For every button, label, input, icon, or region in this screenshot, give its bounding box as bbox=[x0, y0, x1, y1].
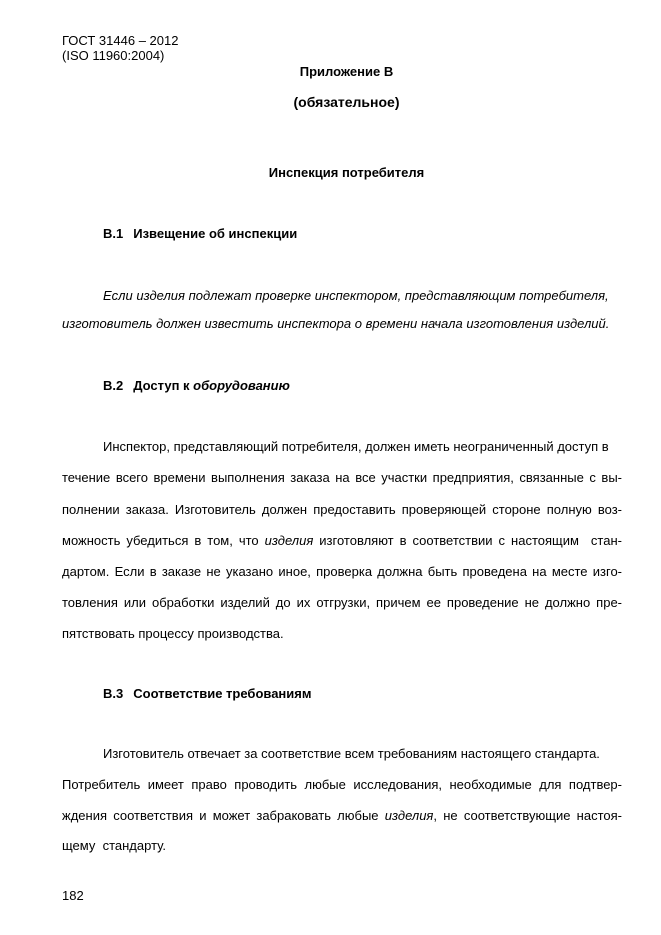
section-b3-line-3 bbox=[62, 808, 622, 823]
section-b2-heading bbox=[103, 378, 290, 393]
section-b2-line-2: течение всего времени выполнения заказа на все участки предприятия, связанные с вы- bbox=[62, 470, 622, 485]
section-b2-line-3: полнении заказа. Изготовитель должен предоставить проверяющей стороне полную воз- bbox=[62, 502, 622, 517]
appendix-heading: Инспекция потребителя bbox=[268, 165, 425, 180]
section-b2-line-4 bbox=[62, 533, 622, 548]
section-b3-title: Соответствие требованиям bbox=[133, 686, 312, 701]
iso-reference: (ISO 11960:2004) bbox=[62, 48, 165, 63]
section-b2-line-1: Инспектор, представляющий потребителя, должен иметь неограниченный доступ в bbox=[103, 439, 609, 454]
section-b3-line-3-italic: изделия bbox=[384, 808, 434, 823]
appendix-title: Приложение В bbox=[299, 64, 394, 79]
section-b3-line-2: Потребитель имеет право проводить любые исследования, необходимые для подтвер- bbox=[62, 777, 622, 792]
section-b2-number: В.2 bbox=[103, 378, 124, 393]
section-b1-number: В.1 bbox=[103, 226, 124, 241]
section-b2-line-4-b: изготовляют в соответствии с настоящим стан- bbox=[313, 533, 622, 548]
section-b1-title: Извещение об инспекции bbox=[133, 226, 298, 241]
section-b2-title-italic: оборудованию bbox=[193, 378, 290, 393]
page-number: 182 bbox=[62, 888, 84, 903]
section-b2-line-7: пятствовать процессу производства. bbox=[62, 626, 284, 641]
section-b3-line-4: щему стандарту. bbox=[62, 838, 166, 853]
appendix-status: (обязательное) bbox=[293, 94, 400, 110]
section-b1-heading bbox=[103, 226, 297, 241]
section-b2-title: Доступ к bbox=[133, 378, 194, 393]
section-b2-line-4-a: можность убедиться в том, что bbox=[62, 533, 265, 548]
section-b3-number: В.3 bbox=[103, 686, 124, 701]
standard-number: ГОСТ 31446 – 2012 bbox=[62, 33, 179, 48]
section-b3-line-3-b: , не соответствующие настоя- bbox=[433, 808, 622, 823]
section-b3-line-3-a: ждения соответствия и может забраковать любые bbox=[62, 808, 385, 823]
section-b3-line-1: Изготовитель отвечает за соответствие всем требованиям настоящего стандарта. bbox=[103, 746, 600, 761]
section-b1-line-2: изготовитель должен известить инспектора о времени начала изготовления изделий. bbox=[62, 316, 610, 331]
section-b2-line-5: дартом. Если в заказе не указано иное, проверка должна быть проведена на месте изго- bbox=[62, 564, 622, 579]
section-b1-line-1: Если изделия подлежат проверке инспектором, представляющим потребителя, bbox=[103, 288, 609, 303]
section-b3-heading bbox=[103, 686, 311, 701]
section-b2-line-4-italic: изделия bbox=[264, 533, 314, 548]
section-b2-line-6: товления или обработки изделий до их отгрузки, причем ее проведение не должно пре- bbox=[62, 595, 622, 610]
